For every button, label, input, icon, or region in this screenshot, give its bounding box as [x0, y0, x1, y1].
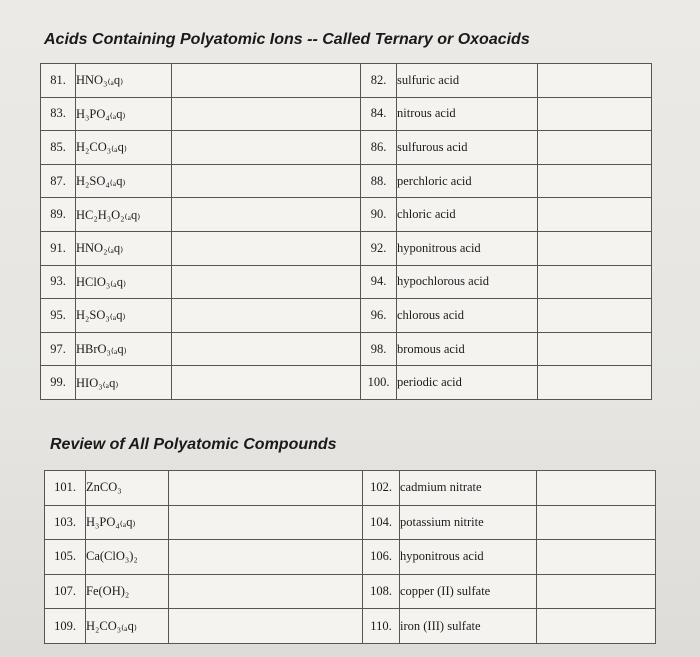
answer-blank[interactable] — [538, 198, 652, 232]
question-number: 95. — [41, 299, 76, 333]
answer-blank[interactable] — [172, 231, 361, 265]
formula-cell: HNO₂₍ₐq₎ — [76, 231, 172, 265]
formula-cell: HNO₃₍ₐq₎ — [76, 64, 172, 98]
answer-blank[interactable] — [538, 265, 652, 299]
answer-blank[interactable] — [537, 471, 656, 506]
formula-cell: H₂CO₃₍ₐq₎ — [86, 609, 169, 644]
formula-cell: H₂CO₃₍ₐq₎ — [76, 131, 172, 165]
answer-blank[interactable] — [537, 574, 656, 609]
question-number: 102. — [363, 471, 400, 506]
table-row — [41, 164, 652, 198]
formula-cell: ZnCO₃ — [86, 471, 169, 506]
question-number: 85. — [41, 131, 76, 165]
compound-name-cell: periodic acid — [397, 366, 538, 400]
table-row — [45, 471, 656, 506]
compound-name-cell: hypochlorous acid — [397, 265, 538, 299]
table-row — [45, 609, 656, 644]
compound-name-cell: chlorous acid — [397, 299, 538, 333]
question-number: 106. — [363, 540, 400, 575]
question-number: 81. — [41, 64, 76, 98]
answer-blank[interactable] — [172, 131, 361, 165]
compound-name-cell: sulfuric acid — [397, 64, 538, 98]
answer-blank[interactable] — [172, 97, 361, 131]
section-title-review: Review of All Polyatomic Compounds — [50, 436, 337, 453]
formula-cell: H₂SO₃₍ₐq₎ — [76, 299, 172, 333]
question-number: 89. — [41, 198, 76, 232]
answer-blank[interactable] — [538, 164, 652, 198]
answer-blank[interactable] — [538, 231, 652, 265]
section-title-acids: Acids Containing Polyatomic Ions -- Called Ternary or Oxoacids — [44, 31, 530, 48]
formula-cell: Fe(OH)₂ — [86, 574, 169, 609]
question-number: 98. — [361, 332, 397, 366]
formula-cell: H₃PO₄₍ₐq₎ — [86, 505, 169, 540]
question-number: 110. — [363, 609, 400, 644]
question-number: 104. — [363, 505, 400, 540]
compound-name-cell: iron (III) sulfate — [400, 609, 537, 644]
compound-name-cell: chloric acid — [397, 198, 538, 232]
answer-blank[interactable] — [172, 64, 361, 98]
compound-name-cell: perchloric acid — [397, 164, 538, 198]
compound-name-cell: cadmium nitrate — [400, 471, 537, 506]
table-row — [41, 231, 652, 265]
table-row — [45, 574, 656, 609]
question-number: 100. — [361, 366, 397, 400]
acids-table — [40, 63, 652, 400]
answer-blank[interactable] — [538, 97, 652, 131]
table-row — [41, 198, 652, 232]
question-number: 97. — [41, 332, 76, 366]
table-row — [41, 265, 652, 299]
answer-blank[interactable] — [538, 299, 652, 333]
review-table — [44, 470, 656, 644]
question-number: 82. — [361, 64, 397, 98]
question-number: 107. — [45, 574, 86, 609]
answer-blank[interactable] — [538, 64, 652, 98]
question-number: 101. — [45, 471, 86, 506]
formula-cell: HClO₃₍ₐq₎ — [76, 265, 172, 299]
answer-blank[interactable] — [169, 574, 363, 609]
table-row — [41, 97, 652, 131]
formula-cell: HC₂H₃O₂₍ₐq₎ — [76, 198, 172, 232]
table-row — [45, 505, 656, 540]
answer-blank[interactable] — [172, 299, 361, 333]
answer-blank[interactable] — [169, 609, 363, 644]
question-number: 108. — [363, 574, 400, 609]
question-number: 94. — [361, 265, 397, 299]
answer-blank[interactable] — [172, 198, 361, 232]
table-row — [41, 64, 652, 98]
answer-blank[interactable] — [172, 164, 361, 198]
table-row — [41, 366, 652, 400]
answer-blank[interactable] — [538, 131, 652, 165]
formula-cell: H₂SO₄₍ₐq₎ — [76, 164, 172, 198]
formula-cell: HIO₃₍ₐq₎ — [76, 366, 172, 400]
table-row — [45, 540, 656, 575]
compound-name-cell: hyponitrous acid — [397, 231, 538, 265]
question-number: 96. — [361, 299, 397, 333]
answer-blank[interactable] — [169, 540, 363, 575]
compound-name-cell: sulfurous acid — [397, 131, 538, 165]
compound-name-cell: nitrous acid — [397, 97, 538, 131]
question-number: 103. — [45, 505, 86, 540]
question-number: 99. — [41, 366, 76, 400]
answer-blank[interactable] — [169, 471, 363, 506]
question-number: 87. — [41, 164, 76, 198]
formula-cell: H₃PO₄₍ₐq₎ — [76, 97, 172, 131]
table-row — [41, 332, 652, 366]
compound-name-cell: potassium nitrite — [400, 505, 537, 540]
answer-blank[interactable] — [169, 505, 363, 540]
answer-blank[interactable] — [538, 366, 652, 400]
question-number: 90. — [361, 198, 397, 232]
table-row — [41, 299, 652, 333]
question-number: 88. — [361, 164, 397, 198]
question-number: 86. — [361, 131, 397, 165]
question-number: 91. — [41, 231, 76, 265]
compound-name-cell: copper (II) sulfate — [400, 574, 537, 609]
answer-blank[interactable] — [172, 332, 361, 366]
formula-cell: Ca(ClO₃)₂ — [86, 540, 169, 575]
answer-blank[interactable] — [172, 265, 361, 299]
compound-name-cell: bromous acid — [397, 332, 538, 366]
question-number: 93. — [41, 265, 76, 299]
answer-blank[interactable] — [537, 609, 656, 644]
question-number: 84. — [361, 97, 397, 131]
table-row — [41, 131, 652, 165]
answer-blank[interactable] — [537, 505, 656, 540]
question-number: 83. — [41, 97, 76, 131]
formula-cell: HBrO₃₍ₐq₎ — [76, 332, 172, 366]
answer-blank[interactable] — [537, 540, 656, 575]
question-number: 109. — [45, 609, 86, 644]
answer-blank[interactable] — [538, 332, 652, 366]
question-number: 105. — [45, 540, 86, 575]
compound-name-cell: hyponitrous acid — [400, 540, 537, 575]
question-number: 92. — [361, 231, 397, 265]
answer-blank[interactable] — [172, 366, 361, 400]
